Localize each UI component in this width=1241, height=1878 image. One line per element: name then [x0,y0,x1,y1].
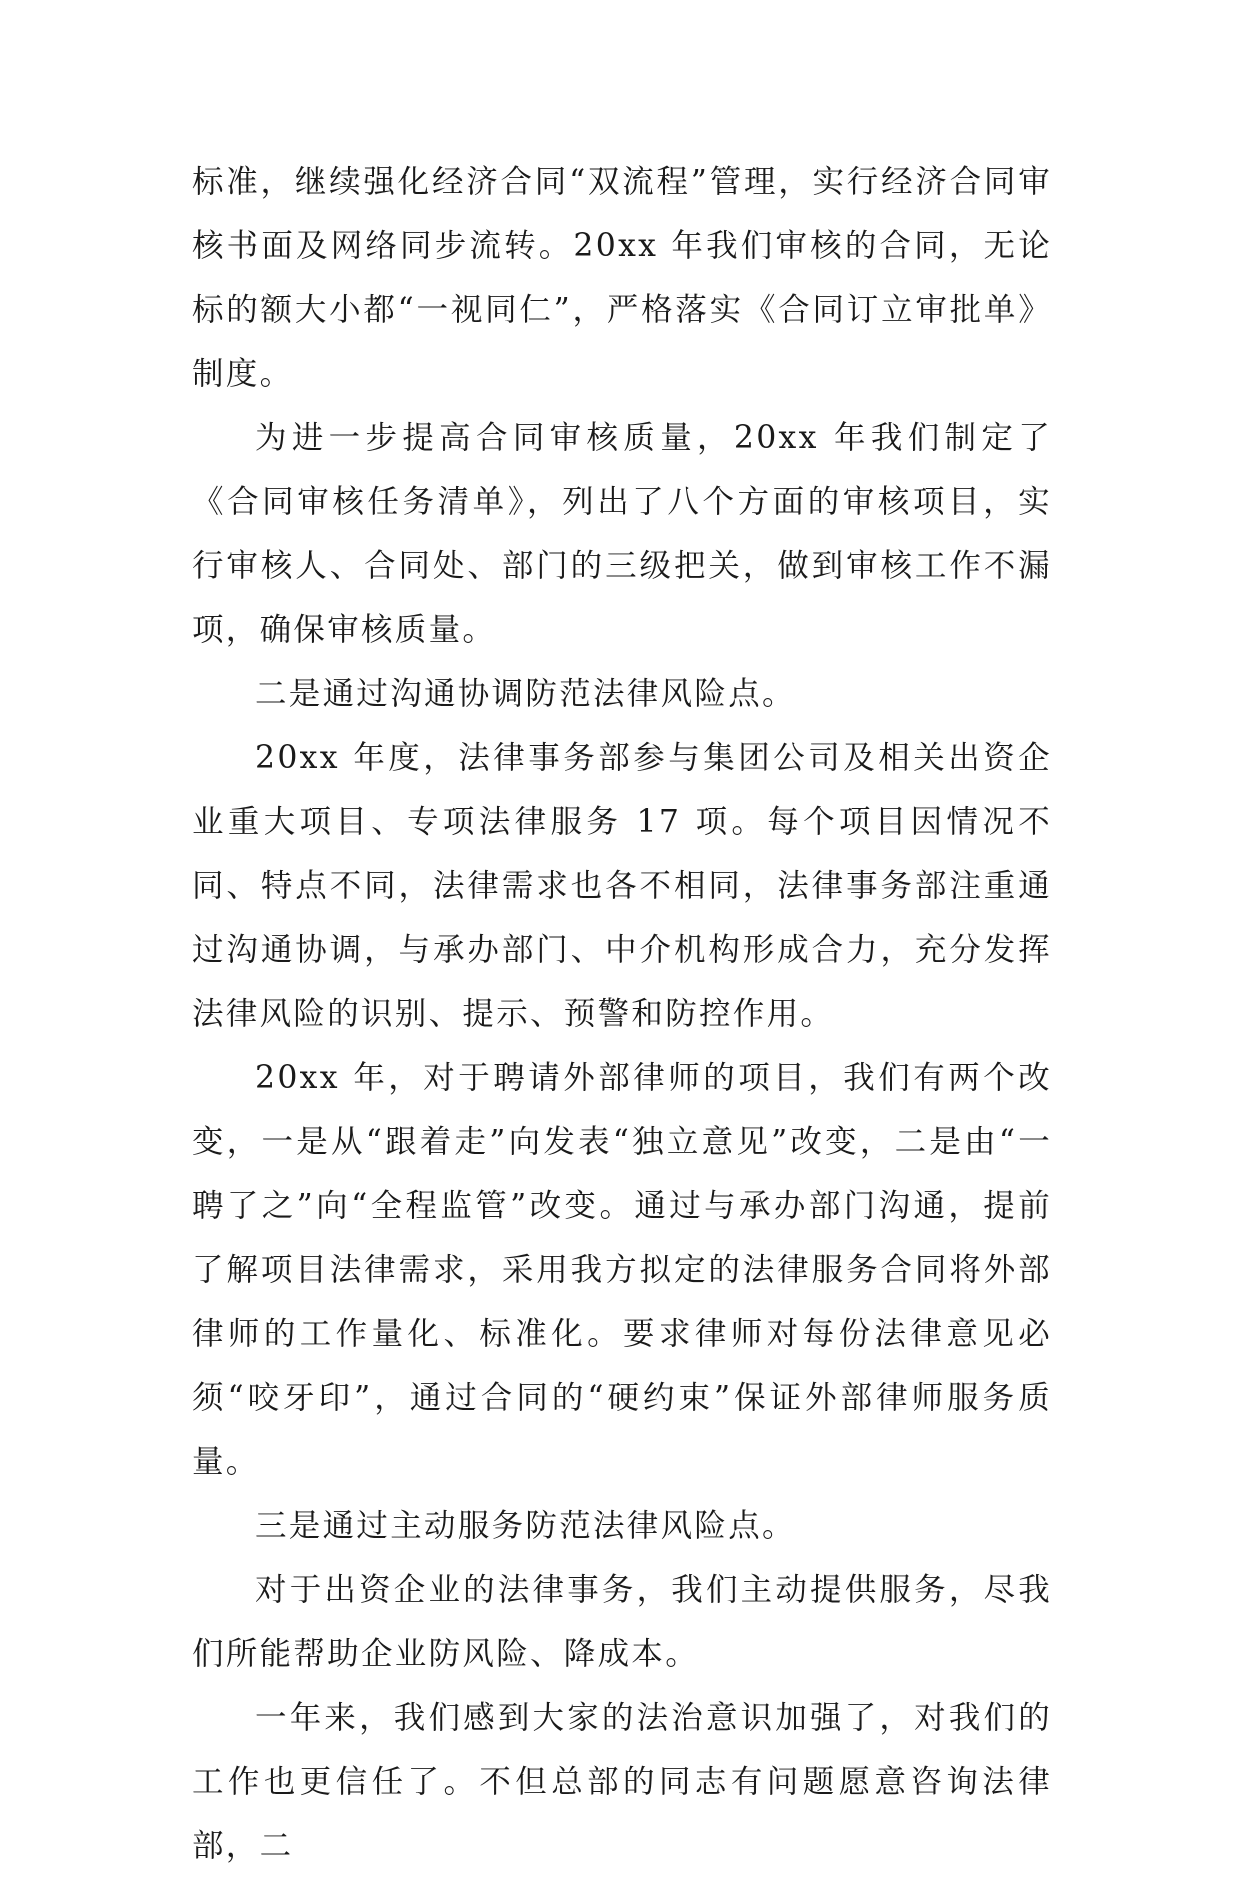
paragraph-contract-standard: 标准，继续强化经济合同“双流程”管理，实行经济合同审核书面及网络同步流转。20xx 年我们审核的合同，无论标的额大小都“一视同仁”，严格落实《合同订立审批单》制度。 [192,164,1052,392]
section-heading-active-service: 三是通过主动服务防范法律风险点。 [255,1508,796,1544]
paragraph-invested-enterprises: 对于出资企业的法律事务，我们主动提供服务，尽我们所能帮助企业防风险、降成本。 [192,1572,1052,1672]
paragraph-external-lawyers: 20xx 年，对于聘请外部律师的项目，我们有两个改变，一是从“跟着走”向发表“独立意见”改变，二是由“一聘了之”向“全程监管”改变。通过与承办部门沟通，提前了解项目法律需求，采用我方拟定的法律服务合同将外部律师的工作量化、标准化。要求律师对每份法律意见必须“咬牙印”，通过合同的“硬约束”保证外部律师服务质量。 [192,1060,1052,1480]
paragraph-legal-awareness: 一年来，我们感到大家的法治意识加强了，对我们的工作也更信任了。不但总部的同志有问题愿意咨询法律部，二 [192,1700,1052,1864]
document-body [192,150,1052,1878]
paragraph-review-quality: 为进一步提高合同审核质量，20xx 年我们制定了《合同审核任务清单》，列出了八个方面的审核项目，实行审核人、合同处、部门的三级把关，做到审核工作不漏项，确保审核质量。 [192,420,1052,648]
section-heading-communication: 二是通过沟通协调防范法律风险点。 [255,676,796,712]
paragraph-major-projects: 20xx 年度，法律事务部参与集团公司及相关出资企业重大项目、专项法律服务 17 项。每个项目因情况不同、特点不同，法律需求也各不相同，法律事务部注重通过沟通协调，与承办部门、中介机构形成合力，充分发挥法律风险的识别、提示、预警和防控作用。 [192,740,1052,1032]
